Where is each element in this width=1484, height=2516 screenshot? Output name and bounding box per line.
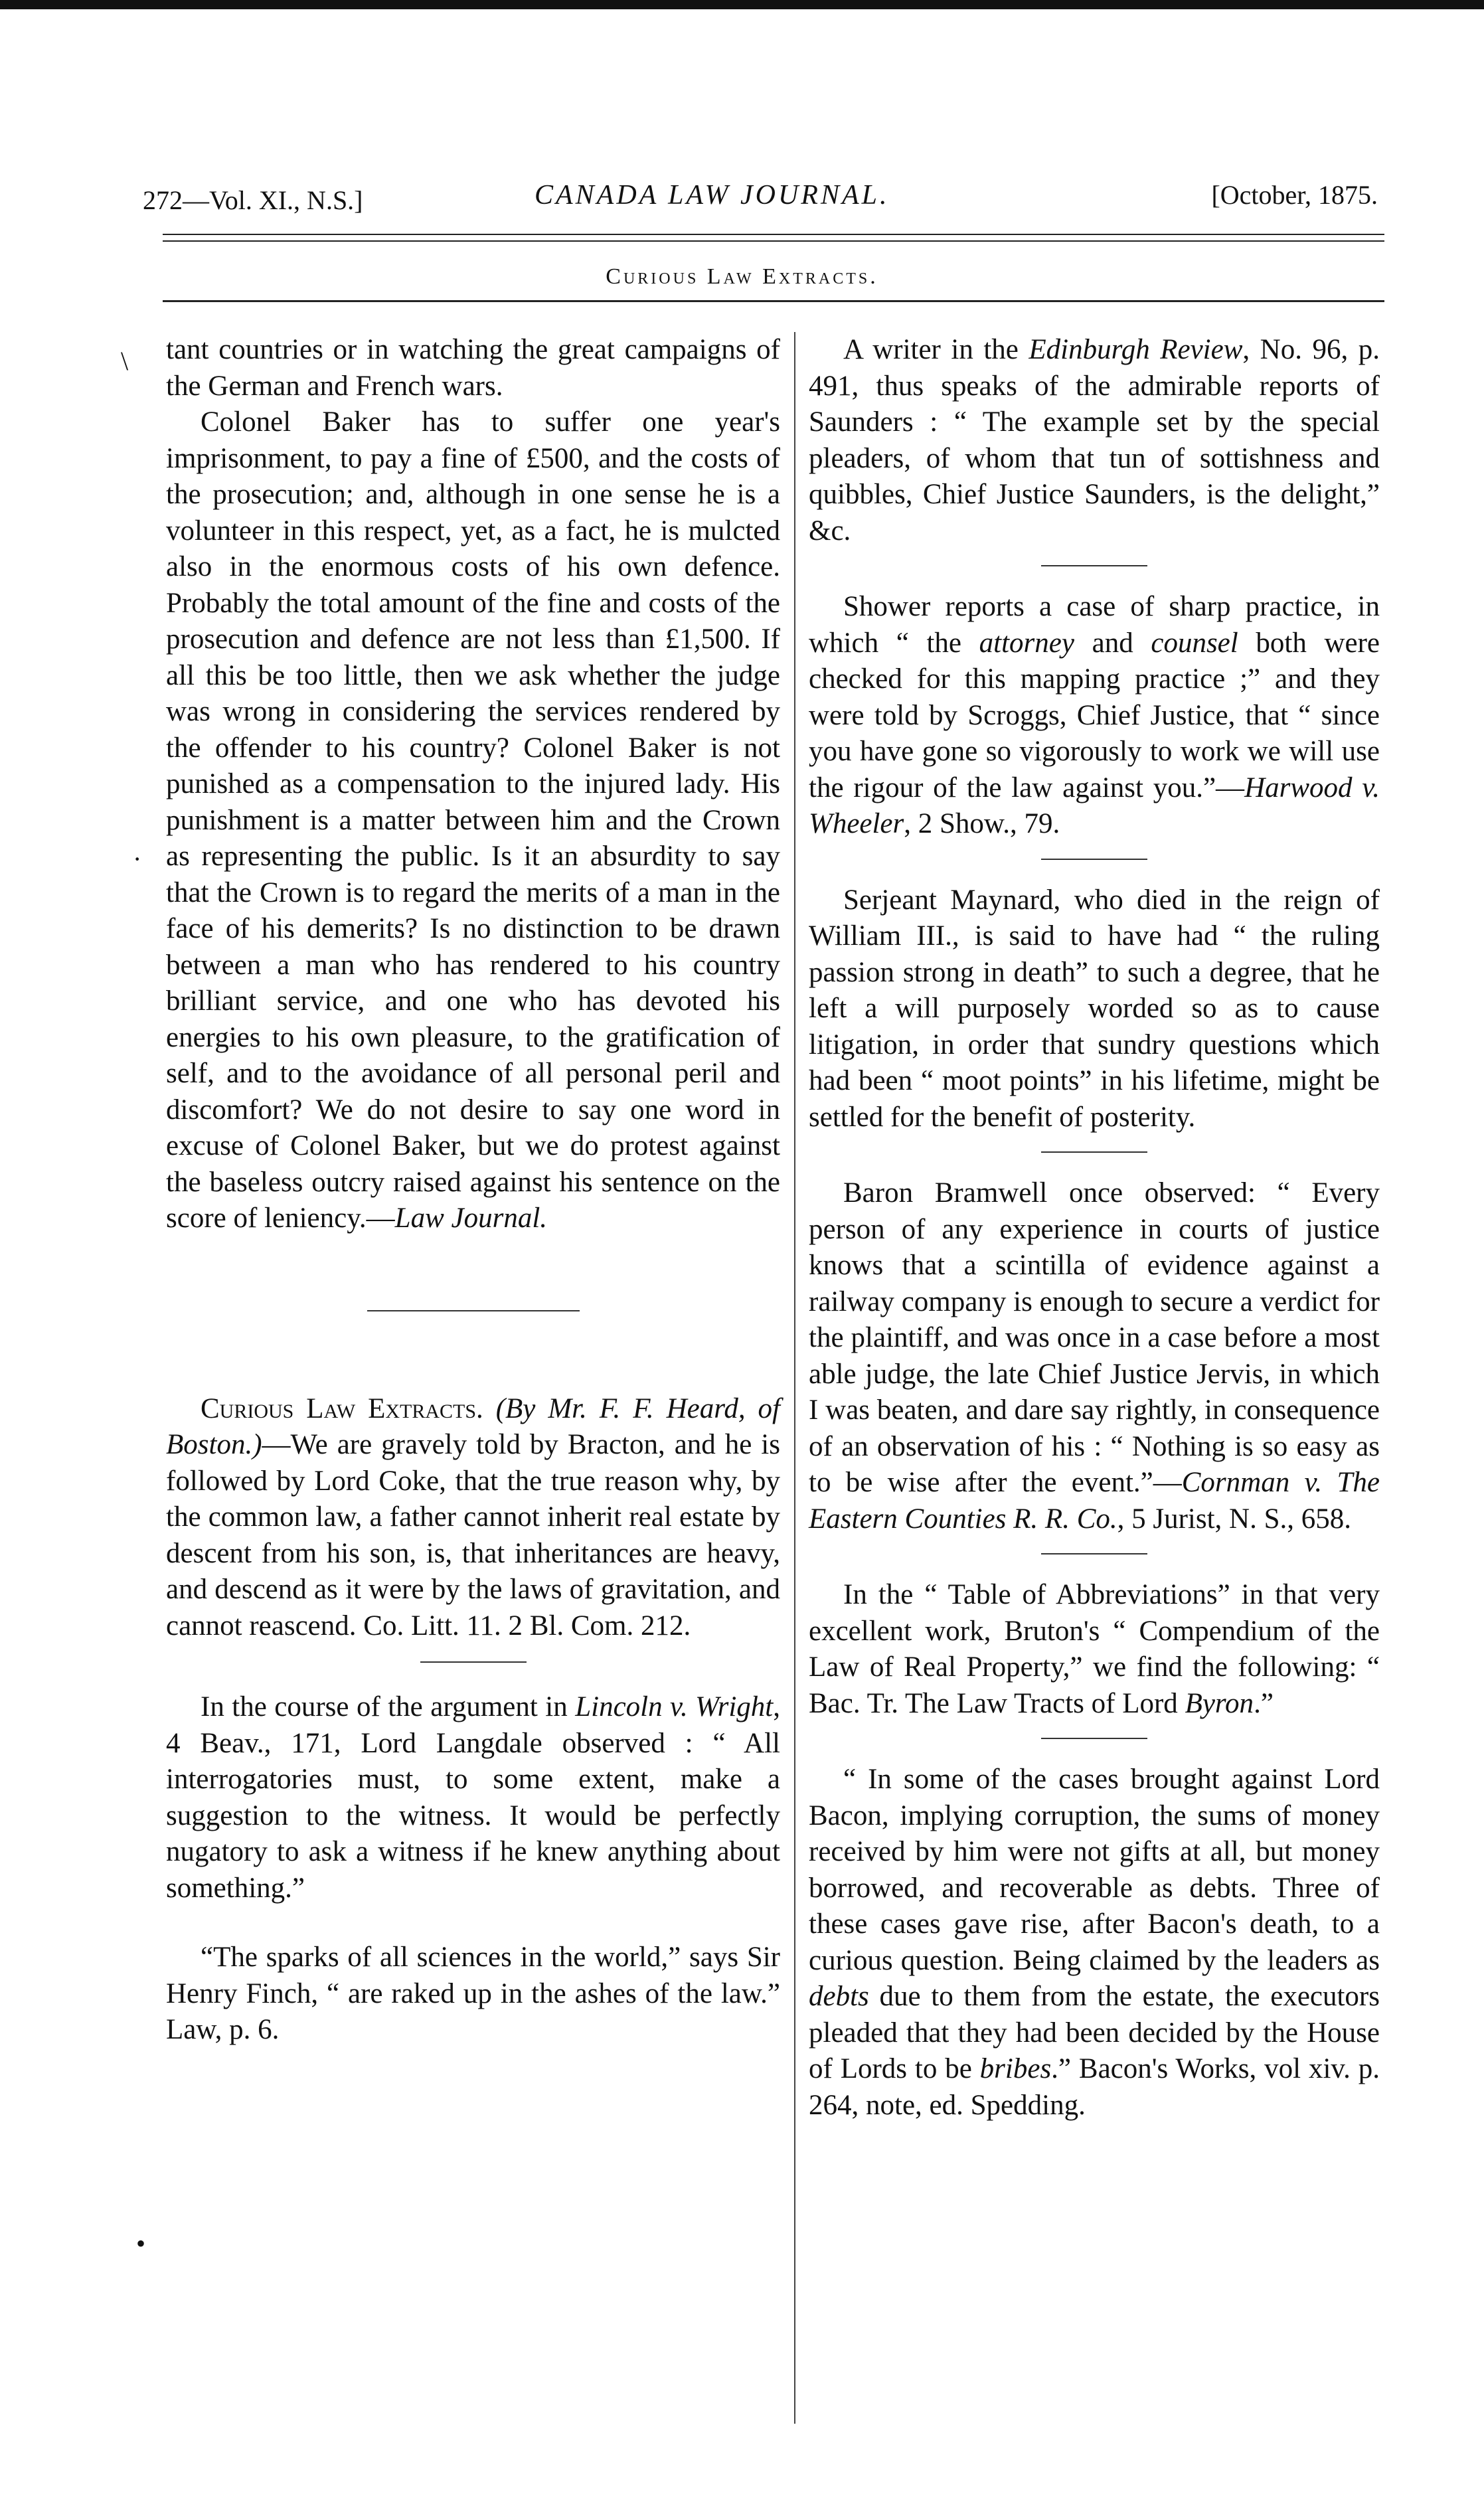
journal-title: CANADA LAW JOURNAL. [535, 180, 890, 210]
citation: Law Journal. [394, 1203, 548, 1234]
right-column [809, 332, 1380, 2124]
paragraph: “ In some of the cases brought against Lord Bacon, implying corruption, the sums of money received by him were not gifts at all, but money borrowed, and recoverable as debts. Three of these cases gave rise, after Bacon's death, to a curious question. Being claimed by the leaders as debts due to them from the estate, the executors pleaded that they had been decided by the House of Lords to be bribes.” Bacon's Works, vol xiv. p. 264, note, ed. Spedding. [809, 1764, 1380, 2121]
case-name: Harwood v. Wheeler [809, 772, 1380, 839]
paragraph: Baron Bramwell once observed: “ Every person of any experience in courts of justice knows that a scintilla of evidence against a railway company is enough to secure a verdict for the plaintiff, and was once in a case before a most able judge, the late Chief Justice Jervis, in which I was beaten, and dare say rightly, in consequence of an observation of his : “ Nothing is so easy as to be wise after the event.”—Cornman v. The Eastern Counties R. R. Co., 5 Jurist, N. S., 658. [809, 1177, 1380, 1535]
section-title: Curious Law Extracts. [606, 264, 878, 289]
paragraph: “The sparks of all sciences in the world,” says Sir Henry Finch, “ are raked up in the ashes of the law.” Law, p. 6. [166, 1942, 780, 2045]
paragraph: In the course of the argument in Lincoln v. Wright, 4 Beav., 171, Lord Langdale observed : “ All interrogatories must, to some extent, make a suggestion to the witness. It would be perfectly nugatory to ask a witness if he knew anything about something.” [166, 1691, 780, 1904]
article-author: (By Mr. F. F. Heard, of Boston.) [166, 1392, 781, 1460]
case-name: Lincoln v. Wright [575, 1691, 774, 1722]
running-header [143, 179, 1378, 226]
section-rule [163, 300, 1384, 302]
paragraph: tant countries or in watching the great campaigns of the German and French wars. [166, 334, 780, 402]
paragraph: Shower reports a case of sharp practice, in which “ the attorney and counsel both were checked for this mapping practice ;” and they were told by Scroggs, Chief Justice, that “ since you have gone so vigorously to work we will use the rigour of the law against you.”—Harwood v. Wheeler, 2 Show., 79. [809, 591, 1380, 839]
source-title: Edinburgh Review [1029, 334, 1243, 365]
article-title: Curious Law Extracts. [201, 1392, 483, 1424]
case-name: Cornman v. The Eastern Counties R. R. Co. [809, 1467, 1380, 1535]
column-divider [794, 332, 795, 2424]
margin-mark: · [133, 844, 142, 874]
paragraph: Curious Law Extracts. (By Mr. F. F. Heard, of Boston.)—We are gravely told by Bracton, and he is followed by Lord Coke, that the true reason why, by the common law, a father cannot inherit real estate by descent from his son, is, that inheritances are heavy, and descend as it were by the laws of gravitation, and cannot reascend. Co. Litt. 11. 2 Bl. Com. 212. [166, 1392, 781, 1641]
margin-mark: • [136, 2228, 146, 2258]
left-column [166, 332, 780, 2049]
issue-date: [October, 1875. [1211, 180, 1378, 210]
paragraph: A writer in the Edinburgh Review, No. 96, p. 491, thus speaks of the admirable reports of Saunders : “ The example set by the special pleaders, of whom that tun of sottishness and quibbles, Chief Justice Saunders, is the delight,” &c. [809, 334, 1380, 546]
scan-edge [0, 0, 1484, 9]
paragraph: Colonel Baker has to suffer one year's imprisonment, to pay a fine of £500, and the costs of the prosecution; and, although in one sense he is a volunteer in this respect, yet, as a fact, he is mulcted also in the enormous costs of his own defence. Probably the total amount of the fine and costs of the prosecution and defence are not less than £1,500. If all this be too little, then we ask whether the judge was wrong in considering the services rendered by the offender to his country? Colonel Baker is not punished as a compensation to the injured lady. His punishment is a matter between him and the Crown as representing the public. Is it an absurdity to say that the Crown is to regard the merits of a man in the face of his demerits? Is no distinction to be drawn between a man who has rendered to his country brilliant service, and one who has devoted his energies to his own pleasure, to the gratification of self, and to the avoidance of all personal peril and discomfort? We do not desire to say one word in excuse of Colonel Baker, but we do protest against the baseless outcry raised against his sentence on the score of leniency.—Law Journal. [166, 406, 780, 1234]
page-volume: 272—Vol. XI., N.S.] [143, 185, 363, 215]
header-rule-1 [163, 234, 1384, 235]
paragraph: In the “ Table of Abbreviations” in that very excellent work, Bruton's “ Compendium of the Law of Real Property,” we find the following: “ Bac. Tr. The Law Tracts of Lord Byron.” [809, 1579, 1380, 1719]
margin-mark: \ [121, 346, 129, 376]
header-rule-2 [163, 240, 1384, 242]
paragraph: Serjeant Maynard, who died in the reign of William III., is said to have had “ the ruling passion strong in death” to such a degree, that he left a will purposely worded so as to cause litigation, in order that sundry questions which had been “ moot points” in his lifetime, might be settled for the benefit of posterity. [809, 884, 1380, 1133]
